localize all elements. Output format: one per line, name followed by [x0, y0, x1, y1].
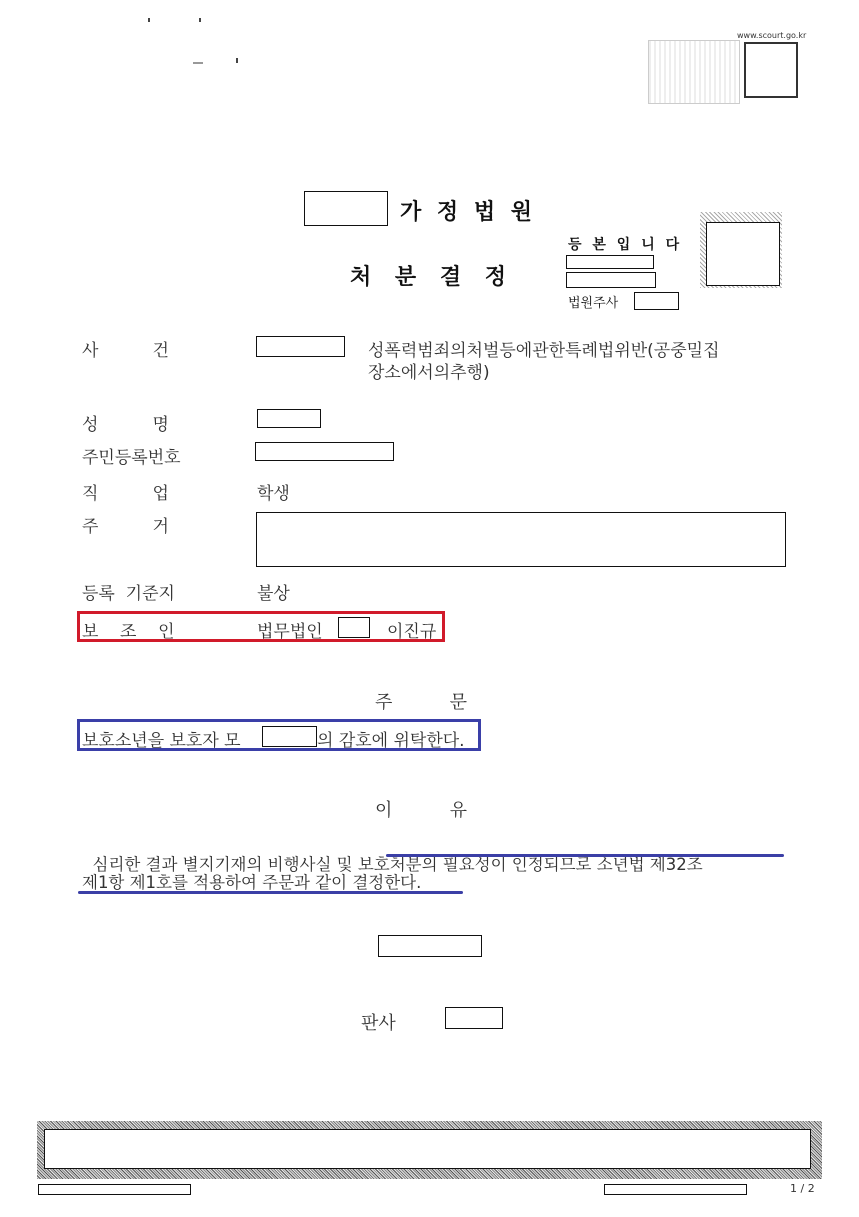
scan-speck — [199, 18, 201, 22]
scan-speck — [236, 58, 238, 63]
job-value: 학생 — [257, 484, 290, 504]
address-redacted — [256, 512, 786, 567]
footer-redacted — [44, 1129, 811, 1169]
court-name: 가 정 법 원 — [400, 200, 536, 225]
assistant-firm: 법무법인 — [257, 622, 323, 642]
job-label: 직 업 — [82, 484, 169, 504]
case-label: 사 건 — [82, 341, 169, 361]
registry-value: 불상 — [257, 584, 290, 604]
site-url: www.scourt.go.kr — [737, 31, 807, 40]
qr-code-redacted — [744, 42, 798, 98]
date-redacted — [378, 935, 482, 957]
stamp-line-redacted — [566, 272, 656, 288]
judge-label: 판사 — [361, 1013, 396, 1034]
scan-speck — [193, 62, 203, 64]
watermark-stamp — [648, 40, 740, 104]
case-value-continued: 장소에서의추행) — [368, 363, 490, 383]
reason-text-plain: 심리한 결과 별지기재의 비행사실 및 — [92, 855, 358, 874]
copy-stamp-text: 등 본 입 니 다 — [568, 237, 683, 253]
rrn-redacted — [255, 442, 394, 461]
order-text: 보호소년을 보호자 모 — [82, 731, 241, 751]
order-text-continued: 의 감호에 위탁한다. — [317, 731, 465, 751]
reason-heading: 이 유 — [375, 800, 467, 821]
registry-label: 등록 기준지 — [82, 584, 175, 604]
court-name-redacted — [304, 191, 388, 226]
seal-redacted — [706, 222, 780, 286]
rrn-label: 주민등록번호 — [82, 448, 181, 468]
document-title: 처 분 결 정 — [350, 265, 514, 290]
address-label: 주 거 — [82, 517, 169, 537]
reason-text-line2: 제1항 제1호를 적용하여 주문과 같이 결정한다. — [82, 873, 422, 892]
guardian-name-redacted — [262, 726, 317, 747]
reason-underline — [78, 891, 463, 894]
judge-name-redacted — [445, 1007, 503, 1029]
firm-name-redacted — [338, 617, 370, 638]
order-heading: 주 문 — [375, 692, 467, 713]
assistant-name: 이진규 — [387, 622, 437, 642]
officer-name-redacted — [634, 292, 679, 310]
footer-right-redacted — [604, 1184, 747, 1195]
name-label: 성 명 — [82, 415, 169, 435]
reason-text-underlined: 보호처분의 필요성이 인정되므로 소년법 제32조 — [357, 855, 703, 874]
assistant-label: 보 조 인 — [82, 622, 175, 642]
footer-left-redacted — [38, 1184, 191, 1195]
case-value: 성폭력범죄의처벌등에관한특례법위반(공중밀집 — [368, 341, 720, 361]
name-redacted — [257, 409, 321, 428]
officer-label: 법원주사 — [568, 296, 619, 311]
case-number-redacted — [256, 336, 345, 357]
reason-underline — [386, 854, 784, 857]
stamp-line-redacted — [566, 255, 654, 269]
page-number: 1 / 2 — [790, 1182, 815, 1195]
scan-speck — [148, 18, 150, 22]
